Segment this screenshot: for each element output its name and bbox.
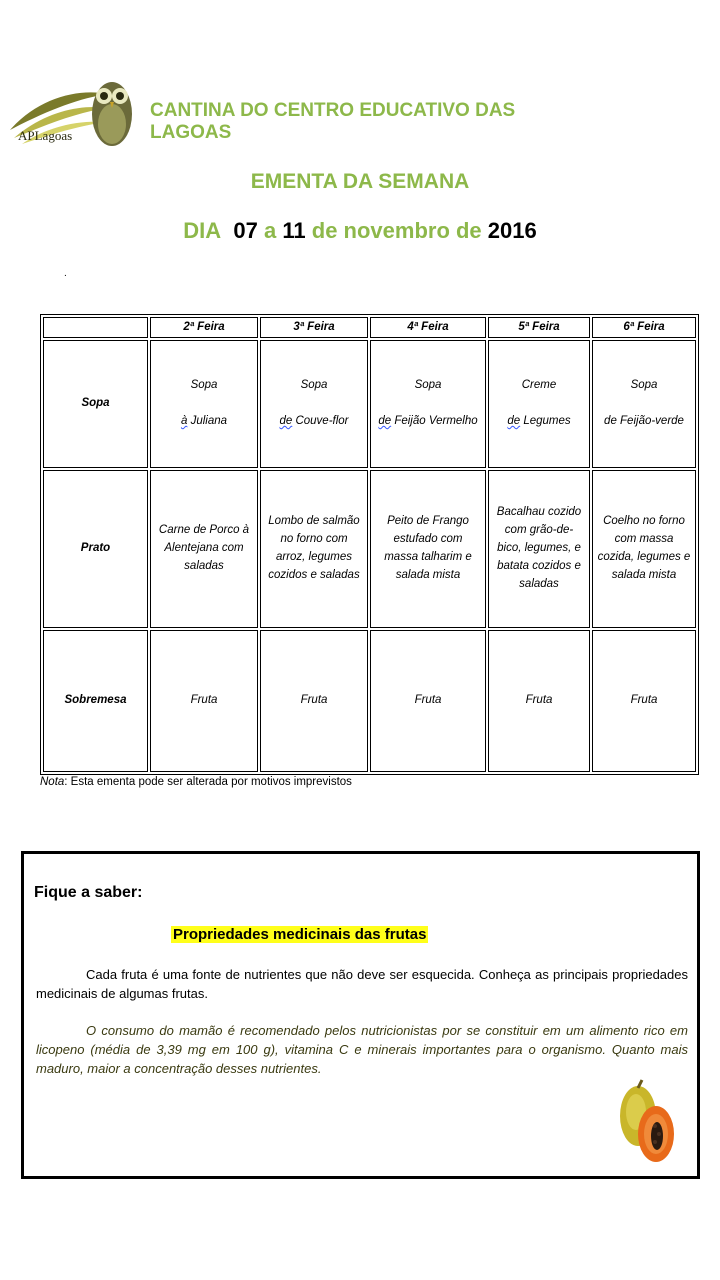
weekly-menu-table (40, 314, 699, 775)
papaya-image (616, 1076, 680, 1166)
date-mid: a (263, 218, 277, 243)
date-month: de novembro de (311, 218, 482, 243)
menu-cell: Sopa de Feijão Vermelho (370, 340, 486, 468)
info-box (21, 851, 700, 1179)
stray-dot: . (64, 268, 67, 279)
date-start: 07 (233, 218, 258, 243)
day-header: 2ª Feira (150, 317, 258, 338)
day-header: 3ª Feira (260, 317, 368, 338)
day-header: 5ª Feira (488, 317, 590, 338)
day-header: 4ª Feira (370, 317, 486, 338)
date-prefix: DIA (183, 218, 222, 243)
day-header: 6ª Feira (592, 317, 696, 338)
empty-header-cell (43, 317, 148, 338)
note-text: : Esta ementa pode ser alterada por motivos imprevistos (64, 776, 352, 788)
menu-cell: Creme de Legumes (488, 340, 590, 468)
page-subtitle: EMENTA DA SEMANA (250, 170, 470, 193)
table-row-sopa (43, 340, 696, 468)
menu-cell: Fruta (260, 630, 368, 772)
menu-cell: Coelho no forno com massa cozida, legumes e salada mista (592, 470, 696, 628)
menu-cell: Sopa à Juliana (150, 340, 258, 468)
menu-cell: Fruta (150, 630, 258, 772)
date-end: 11 (282, 218, 306, 243)
table-row-prato (43, 470, 696, 628)
row-label: Prato (43, 470, 148, 628)
menu-cell: Fruta (370, 630, 486, 772)
menu-cell: Peito de Frango estufado com massa talharim e salada mista (370, 470, 486, 628)
info-paragraph-1: Cada fruta é uma fonte de nutrientes que não deve ser esquecida. Conheça as principais propriedades medicinais de algumas frutas. (36, 967, 688, 1001)
row-label: Sopa (43, 340, 148, 468)
row-label: Sobremesa (43, 630, 148, 772)
table-header-row (43, 317, 696, 338)
date-year: 2016 (487, 218, 537, 243)
page-title: CANTINA DO CENTRO EDUCATIVO DAS LAGOAS (150, 100, 516, 143)
logo-text: APLagoas (18, 128, 73, 143)
menu-cell: Fruta (592, 630, 696, 772)
menu-cell: Sopa de Couve-flor (260, 340, 368, 468)
date-line (0, 218, 720, 244)
menu-note (40, 776, 352, 788)
info-paragraph-2: O consumo do mamão é recomendado pelos nutricionistas por se constituir em um alimento rico em licopeno (média de 3,39 mg em 100 g), vitamina C e minerais importantes para o organismo. Quanto mais maduro, maior a concentração desses nutrientes. (36, 1023, 688, 1076)
menu-cell: Sopa de Feijão-verde (592, 340, 696, 468)
info-title: Propriedades medicinais das frutas (173, 926, 427, 943)
table-row-sobremesa (43, 630, 696, 772)
menu-cell: Carne de Porco à Alentejana com saladas (150, 470, 258, 628)
menu-cell: Lombo de salmão no forno com arroz, legumes cozidos e saladas (260, 470, 368, 628)
aplagoas-logo (8, 68, 136, 158)
info-heading: Fique a saber: (34, 884, 143, 901)
menu-cell: Bacalhau cozido com grão-de-bico, legumes, e batata cozidos e saladas (488, 470, 590, 628)
note-label: Nota (40, 776, 65, 788)
menu-cell: Fruta (488, 630, 590, 772)
